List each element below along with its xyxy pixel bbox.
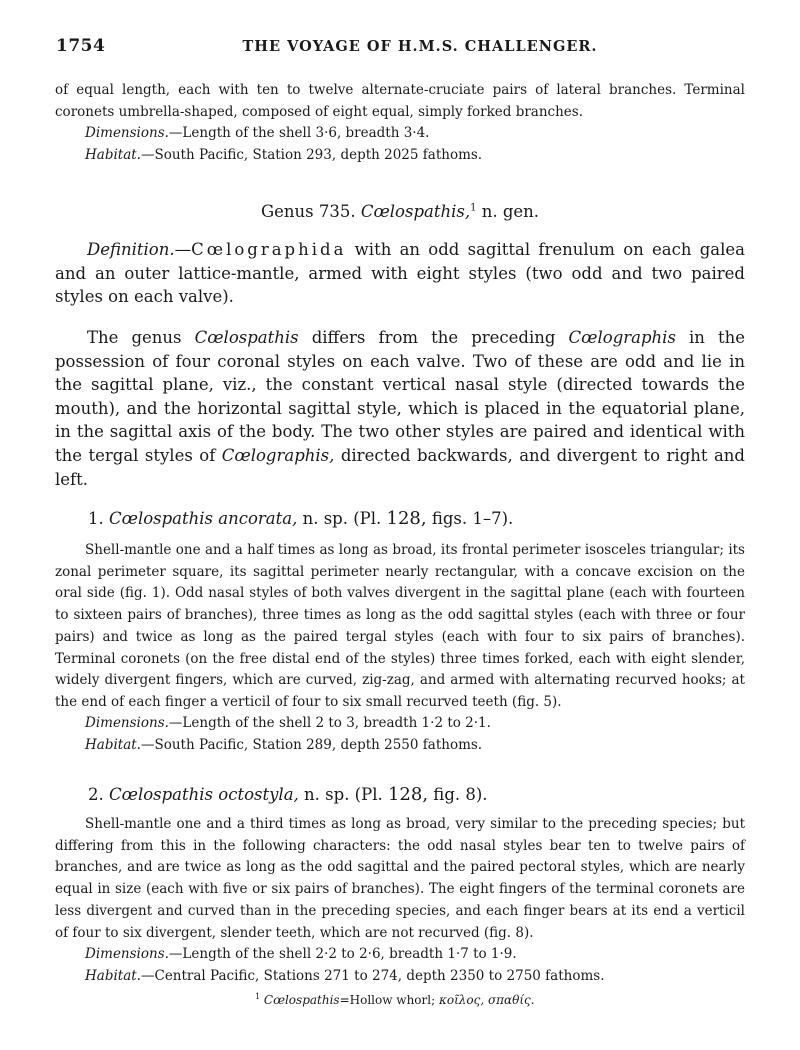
genus-name: Cœlospathis,	[360, 202, 471, 221]
habitat-label: Habitat.	[85, 968, 141, 984]
footnote-mark: 1	[255, 992, 261, 1001]
previous-description: of equal length, each with ten to twelve alternate-cruciate pairs of lateral branches. Terminal coronets umbrella-shaped, composed of eight equal, simply forked branches.	[55, 82, 745, 120]
species-2-name: Cœlospathis octostyla,	[109, 785, 299, 804]
species-2-habitat: Habitat.—Central Pacific, Stations 271 to 274, depth 2350 to 2750 fathoms.	[85, 968, 605, 984]
running-title: THE VOYAGE OF H.M.S. CHALLENGER.	[242, 38, 598, 55]
genus-name-ref: Cœlographis	[568, 328, 676, 347]
genus-heading: Genus 735. Cœlospathis,$^1$ n. gen.	[260, 202, 540, 221]
species-1-habitat: Habitat.—South Pacific, Station 289, depth 2550 fathoms.	[85, 737, 483, 753]
species-1-description: Shell-mantle one and a half times as long as broad, its frontal perimeter isosceles triangular; its zonal perimeter square, its sagittal perimeter nearly rectangular, with a concave excision on the oral side (fig. 1). Odd nasal styles of both valves divergent in the sagittal plane (each with fourteen to sixteen pairs of branches), three times as long as the odd sagittal styles (each with three or four pairs) and twice as long as the paired tergal styles (each with four to six pairs of branches). Terminal coronets (on the free distal end of the styles) three times forked, each with eight slender, widely divergent fingers, which are curved, zig-zag, and armed with alternating recurved hooks; at the end of each finger a verticil of four to six small recurved teeth (fig. 5).	[55, 542, 745, 710]
page-number: 1754	[56, 36, 106, 56]
family-name: Cœlographida	[191, 240, 347, 259]
definition-label: Definition.	[87, 240, 175, 259]
species-2-description: Shell-mantle one and a third times as long as broad, very similar to the preceding species; but differing from this in the following characters: the odd nasal styles bear ten to twelve pairs of branches, and are twice as long as the odd sagittal and the paired pectoral styles, which are nearly equal in size (each with five or six pairs of branches). The eight fingers of the terminal coronets are less divergent and curved than in the preceding species, and each finger bears at its end a verticil of four to six divergent, slender teeth, which are not recurved (fig. 8).	[55, 816, 745, 941]
dimensions-label: Dimensions.	[85, 125, 169, 142]
plate-number: 128,	[387, 784, 429, 805]
genus-discussion: The genus Cœlospathis differs from the preceding Cœlographis in the possession of four coronal styles on each valve. Two of these are odd and lie in the sagittal plane, viz., the constant vertical nasal style (directed towards the mouth), and the horizontal sagittal style, which is placed in the equatorial plane, in the sagittal axis of the body. The two other styles are paired and identical with the tergal styles of Cœlographis, directed backwards, and divergent to right and left.	[55, 328, 745, 489]
dimensions-label: Dimensions.	[85, 715, 169, 731]
species-2-heading: 2. Cœlospathis octostyla, n. sp. (Pl. 128, fig. 8).	[88, 784, 488, 805]
genus-name-ref: Cœlospathis	[194, 328, 299, 347]
footnote-reference: 1	[470, 202, 477, 214]
species-1-heading: 1. Cœlospathis ancorata, n. sp. (Pl. 128, figs. 1–7).	[88, 508, 514, 529]
species-2-dimensions: Dimensions.—Length of the shell 2·2 to 2·6, breadth 1·7 to 1·9.	[85, 946, 517, 962]
genus-name-ref: Cœlographis,	[221, 445, 335, 465]
previous-species-continuation	[55, 80, 745, 167]
previous-dimensions: Dimensions.—Length of the shell 3·6, breadth 3·4.	[85, 125, 430, 142]
plate-number: 128,	[386, 508, 427, 529]
species-1-name: Cœlospathis ancorata,	[109, 509, 298, 528]
habitat-label: Habitat.	[85, 147, 141, 164]
footnote-greek: κοῖλος, σπαθίς.	[438, 993, 535, 1007]
previous-habitat: Habitat.—South Pacific, Station 293, depth 2025 fathoms.	[85, 147, 483, 164]
habitat-label: Habitat.	[85, 737, 141, 753]
footnote: $^1$ Cœlospathis=Hollow whorl; κοῖλος, σπαθίς.	[255, 992, 535, 1007]
dimensions-label: Dimensions.	[85, 946, 169, 962]
footnote-term: Cœlospathis	[263, 993, 340, 1007]
species-1-dimensions: Dimensions.—Length of the shell 2 to 3, breadth 1·2 to 2·1.	[85, 715, 491, 731]
genus-definition: Definition.—Cœlographida with an odd sagittal frenulum on each galea and an outer lattice-mantle, armed with eight styles (two odd and two paired styles on each valve).	[55, 240, 745, 307]
